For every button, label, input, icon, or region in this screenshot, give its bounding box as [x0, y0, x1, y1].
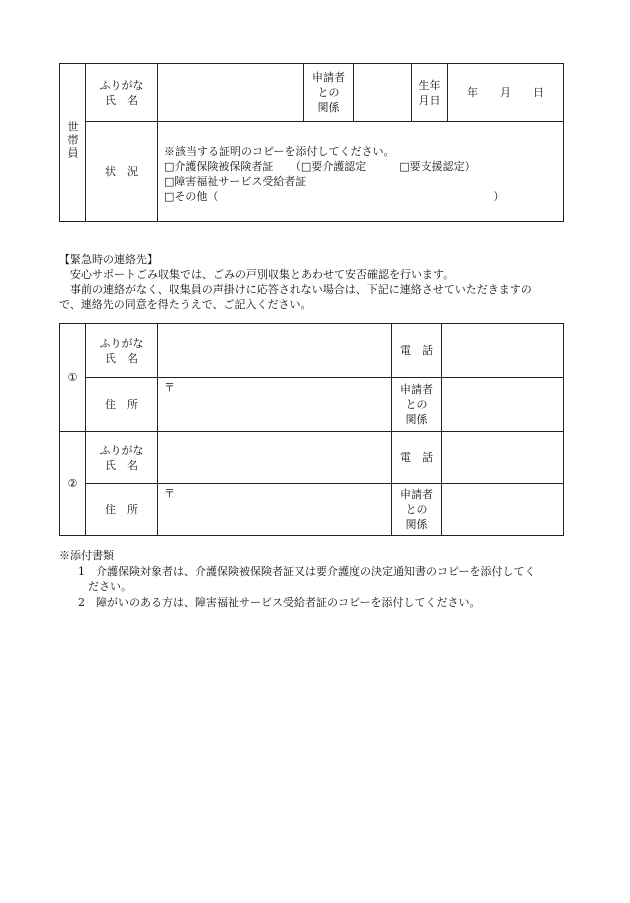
contact-1-relation-field[interactable] — [442, 378, 564, 432]
contact-1-phone-field[interactable] — [442, 324, 564, 378]
attachment-1-line-1: 介護保険対象者は、介護保険被保険者証又は要介護度の決定通知書のコピーを添付してく — [96, 565, 536, 578]
emergency-heading: 【緊急時の連絡先】 — [59, 253, 158, 266]
contact-2-postal-mark: 〒 — [164, 487, 175, 500]
emergency-paragraph-line-3: で、連絡先の同意を得たうえで、ご記入ください。 — [59, 298, 312, 311]
birthdate-field[interactable] — [448, 64, 564, 122]
emergency-contacts-table — [59, 323, 564, 536]
status-option-care-insurance[interactable]: □介護保険被保険者証 （□要介護認定 □要支援認定） — [164, 160, 476, 173]
contact-2-address-field[interactable] — [158, 484, 392, 536]
emergency-paragraph-line-2: 事前の連絡がなく、収集員の声掛けに応答されない場合は、下記に連絡させていただきますの — [59, 283, 532, 296]
status-option-other[interactable]: □その他（ ） — [164, 190, 505, 203]
status-option-disability-cert[interactable]: □障害福祉サービス受給者証 — [164, 175, 307, 188]
contact-1-relation-label: 申請者 との 関係 — [392, 378, 442, 432]
status-label: 状 況 — [86, 122, 158, 222]
contact-1-number: ① — [60, 324, 86, 432]
contact-2-number: ② — [60, 432, 86, 536]
contact-1-row-name — [60, 324, 564, 378]
contact-1-furigana-name-label: ふりがな 氏 名 — [86, 324, 158, 378]
furigana-name-label: ふりがな 氏 名 — [86, 64, 158, 122]
contact-1-address-field[interactable] — [158, 378, 392, 432]
household-name-field[interactable] — [158, 64, 304, 122]
status-note: ※該当する証明のコピーを添付してください。 — [164, 145, 395, 158]
emergency-paragraph-line-1: 安心サポートごみ収集では、ごみの戸別収集とあわせて安否確認を行います。 — [59, 268, 455, 281]
contact-1-postal-mark: 〒 — [164, 381, 175, 394]
attachment-1-line-2: ださい。 — [88, 580, 132, 593]
attachments-heading: ※添付書類 — [59, 549, 114, 562]
contact-1-address-label: 住 所 — [86, 378, 158, 432]
contact-2-address-label: 住 所 — [86, 484, 158, 536]
contact-1-phone-label: 電 話 — [392, 324, 442, 378]
attachment-2-number: 2 — [78, 596, 85, 609]
household-relation-field[interactable] — [354, 64, 412, 122]
contact-2-furigana-name-label: ふりがな 氏 名 — [86, 432, 158, 484]
household-section-label: 世帯員 — [60, 64, 86, 222]
contact-2-phone-label: 電 話 — [392, 432, 442, 484]
relation-label: 申請者 との 関係 — [304, 64, 354, 122]
contact-2-phone-field[interactable] — [442, 432, 564, 484]
contact-1-name-field[interactable] — [158, 324, 392, 378]
birthdate-label: 生年 月日 — [412, 64, 448, 122]
attachment-2-line-1: 障がいのある方は、障害福祉サービス受給者証のコピーを添付してください。 — [96, 596, 481, 609]
contact-2-row-address — [60, 484, 564, 536]
birthdate-placeholder: 年 月 日 — [467, 86, 544, 99]
contact-2-row-name — [60, 432, 564, 484]
contact-1-row-address — [60, 378, 564, 432]
contact-2-name-field[interactable] — [158, 432, 392, 484]
status-field[interactable] — [158, 122, 564, 222]
contact-2-relation-field[interactable] — [442, 484, 564, 536]
contact-2-relation-label: 申請者 との 関係 — [392, 484, 442, 536]
attachment-1-number: 1 — [78, 565, 85, 578]
household-table — [59, 63, 564, 222]
